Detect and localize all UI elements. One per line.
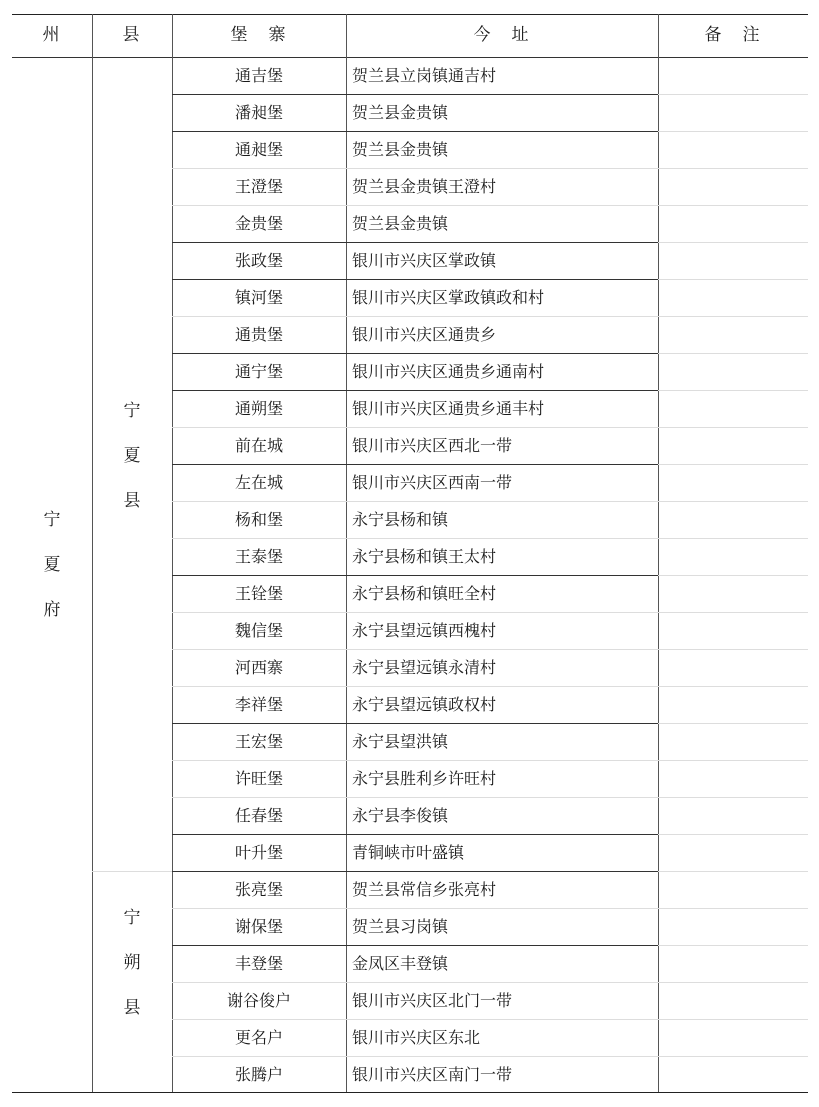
present-site: 金凤区丰登镇 xyxy=(352,953,449,973)
fort-name: 杨和堡 xyxy=(234,509,283,529)
present-site: 银川市兴庆区东北 xyxy=(352,1027,481,1047)
county-char-3: 县 xyxy=(123,998,141,1018)
fort-name: 更名户 xyxy=(234,1027,283,1047)
remarks-divider xyxy=(658,797,808,798)
fort-name: 通朔堡 xyxy=(234,398,283,418)
remarks-divider xyxy=(658,316,808,317)
fort-name: 王澄堡 xyxy=(234,176,283,196)
remarks-divider xyxy=(658,723,808,724)
fort-name: 镇河堡 xyxy=(234,287,283,307)
present-site: 银川市兴庆区北门一带 xyxy=(352,990,513,1010)
fort-name: 通贵堡 xyxy=(234,324,283,344)
fort-name: 魏信堡 xyxy=(234,620,283,640)
fort-name: 谢谷俊户 xyxy=(226,990,291,1010)
fort-name: 通昶堡 xyxy=(234,139,283,159)
present-site: 银川市兴庆区通贵乡通丰村 xyxy=(352,398,545,418)
remarks-divider xyxy=(658,279,808,280)
remarks-divider xyxy=(658,205,808,206)
remarks-divider xyxy=(658,427,808,428)
present-site: 银川市兴庆区掌政镇政和村 xyxy=(352,287,545,307)
present-site: 银川市兴庆区掌政镇 xyxy=(352,250,497,270)
remarks-divider xyxy=(658,353,808,354)
present-site: 永宁县望远镇西槐村 xyxy=(352,620,497,640)
remarks-divider xyxy=(658,1019,808,1020)
present-site: 银川市兴庆区南门一带 xyxy=(352,1064,513,1084)
zhou-char-3: 府 xyxy=(43,600,61,620)
present-site: 永宁县杨和镇旺全村 xyxy=(352,583,497,603)
present-site: 永宁县杨和镇王太村 xyxy=(352,546,497,566)
table-top-rule xyxy=(12,14,808,15)
present-site: 永宁县胜利乡许旺村 xyxy=(352,768,497,788)
fort-name: 通吉堡 xyxy=(234,65,283,85)
present-site: 银川市兴庆区通贵乡 xyxy=(352,324,497,344)
fort-name: 河西寨 xyxy=(234,657,283,677)
present-site: 永宁县望远镇永清村 xyxy=(352,657,497,677)
present-site: 银川市兴庆区通贵乡通南村 xyxy=(352,361,545,381)
present-site: 贺兰县常信乡张亮村 xyxy=(352,879,497,899)
remarks-divider xyxy=(658,575,808,576)
remarks-divider xyxy=(658,945,808,946)
present-site: 贺兰县立岗镇通吉村 xyxy=(352,65,497,85)
county-char-1: 宁 xyxy=(123,908,141,928)
fort-name: 谢保堡 xyxy=(234,916,283,936)
header-xian: 县 xyxy=(122,25,142,45)
county-char-2: 朔 xyxy=(123,953,141,973)
county-divider xyxy=(92,871,172,872)
present-site: 银川市兴庆区西南一带 xyxy=(352,472,513,492)
county-char-1: 宁 xyxy=(123,401,141,421)
remarks-divider xyxy=(658,612,808,613)
header-zhou: 州 xyxy=(42,25,62,45)
fort-name: 王宏堡 xyxy=(234,731,283,751)
present-site: 贺兰县金贵镇 xyxy=(352,102,449,122)
fort-name: 丰登堡 xyxy=(234,953,283,973)
remarks-divider xyxy=(658,1056,808,1057)
present-site: 永宁县望远镇政权村 xyxy=(352,694,497,714)
remarks-divider xyxy=(658,649,808,650)
col-divider-4 xyxy=(658,14,659,1092)
present-site: 永宁县杨和镇 xyxy=(352,509,449,529)
fort-name: 前在城 xyxy=(234,435,283,455)
fort-name: 王铨堡 xyxy=(234,583,283,603)
remarks-divider xyxy=(658,538,808,539)
county-label-ningshuo xyxy=(92,910,172,1045)
remarks-divider xyxy=(658,760,808,761)
header-baozhai: 堡 寨 xyxy=(230,25,288,45)
fort-name: 张政堡 xyxy=(234,250,283,270)
remarks-divider xyxy=(658,464,808,465)
fort-name: 王泰堡 xyxy=(234,546,283,566)
present-site: 银川市兴庆区西北一带 xyxy=(352,435,513,455)
fort-name: 李祥堡 xyxy=(234,694,283,714)
present-site: 永宁县望洪镇 xyxy=(352,731,449,751)
zhou-label xyxy=(12,512,92,647)
county-char-2: 夏 xyxy=(123,446,141,466)
fort-name: 左在城 xyxy=(234,472,283,492)
header-beizhu: 备 注 xyxy=(704,25,762,45)
present-site: 青铜峡市叶盛镇 xyxy=(352,842,465,862)
remarks-divider xyxy=(658,94,808,95)
remarks-divider xyxy=(658,242,808,243)
header-jinzhi: 今 址 xyxy=(473,25,531,45)
present-site: 永宁县李俊镇 xyxy=(352,805,449,825)
fort-name: 通宁堡 xyxy=(234,361,283,381)
remarks-divider xyxy=(658,686,808,687)
present-site: 贺兰县金贵镇 xyxy=(352,139,449,159)
present-site: 贺兰县金贵镇 xyxy=(352,213,449,233)
present-site: 贺兰县习岗镇 xyxy=(352,916,449,936)
remarks-divider xyxy=(658,871,808,872)
zhou-char-2: 夏 xyxy=(43,555,61,575)
county-char-3: 县 xyxy=(123,491,141,511)
fort-name: 任春堡 xyxy=(234,805,283,825)
fort-name: 潘昶堡 xyxy=(234,102,283,122)
remarks-divider xyxy=(658,908,808,909)
remarks-divider xyxy=(658,390,808,391)
fort-name: 许旺堡 xyxy=(234,768,283,788)
county-label-ningxia xyxy=(92,403,172,538)
remarks-divider xyxy=(658,131,808,132)
remarks-divider xyxy=(658,168,808,169)
fort-name: 张亮堡 xyxy=(234,879,283,899)
remarks-divider xyxy=(658,501,808,502)
zhou-char-1: 宁 xyxy=(43,510,61,530)
remarks-divider xyxy=(658,834,808,835)
remarks-divider xyxy=(658,982,808,983)
present-site: 贺兰县金贵镇王澄村 xyxy=(352,176,497,196)
fort-name: 叶升堡 xyxy=(234,842,283,862)
fort-name: 张腾户 xyxy=(234,1064,283,1084)
fort-name: 金贵堡 xyxy=(234,213,283,233)
